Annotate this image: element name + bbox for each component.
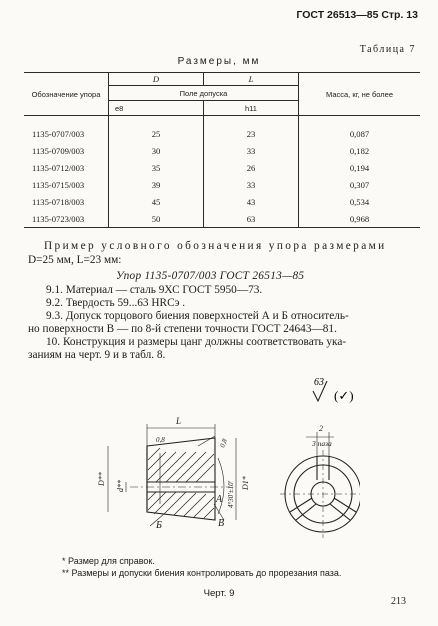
cell-d: 50 [109,210,204,228]
cell-d: 39 [109,176,204,193]
paragraph-9-2: 9.2. Твердость 59...63 HRCэ . [46,297,186,309]
table-number: Таблица 7 [359,44,416,55]
chamfer-label: 0,8 [156,436,165,444]
cell-mass: 0,307 [299,176,421,193]
cell-l: 63 [204,210,299,228]
example-dimensions: D=25 мм, L=23 мм: [28,254,122,266]
example-designation: Упор 1135-0707/003 ГОСТ 26513—85 [116,270,305,282]
cell-l: 26 [204,159,299,176]
surface-b-label: Б [156,520,162,531]
table-row [24,176,420,193]
cell-l: 33 [204,176,299,193]
cell-l: 43 [204,193,299,210]
angle-label: 4°30'±10' [227,480,235,508]
slot-width-label: 2 [319,424,323,433]
col-header-mass: Масса, кг, не более [299,73,421,116]
cell-designation: 1135-0718/003 [24,193,109,210]
table-row [24,159,420,176]
cell-mass: 0,087 [299,116,421,143]
dimensions-table [24,72,420,228]
footnote-1: * Размер для справок. [62,556,155,566]
table-caption: Размеры, мм [177,56,261,67]
cell-mass: 0,534 [299,193,421,210]
example-heading: Пример условного обозначения упора размерами [44,240,387,252]
cell-designation: 1135-0712/003 [24,159,109,176]
cell-l: 23 [204,116,299,143]
cell-d: 30 [109,142,204,159]
col-header-tolerance: Поле допуска [109,86,299,101]
dim-d1-label: D1* [241,476,250,490]
table-row [24,193,420,210]
figure-caption: Черт. 9 [203,588,235,599]
cell-d: 45 [109,193,204,210]
slots-label: 3 паза [312,439,332,448]
col-header-designation: Обозначение упора [24,73,109,116]
cell-designation: 1135-0715/003 [24,176,109,193]
chamfer2-label: 0,8 [218,437,229,449]
cell-designation: 1135-0723/003 [24,210,109,228]
col-header-l-tol: h11 [204,101,299,116]
cell-mass: 0,194 [299,159,421,176]
table-row [24,116,420,143]
running-header: ГОСТ 26513—85 Стр. 13 [296,9,418,21]
section-hatching [148,448,214,518]
table-row [24,142,420,159]
surface-v-label: В [218,518,225,529]
cell-mass: 0,968 [299,210,421,228]
dim-l-label: L [176,416,182,426]
drawing-fig-9 [90,408,360,548]
col-header-d: D [109,73,204,86]
dim-d-inner-label: d** [116,480,125,492]
cell-mass: 0,182 [299,142,421,159]
footnote-2: ** Размеры и допуски биения контролировать до прорезания паза. [62,568,342,578]
col-header-l: L [204,73,299,86]
paragraph-9-3: 9.3. Допуск торцового биения поверхностей А и Б относитель- [46,310,349,322]
roughness-value: 63 [314,377,324,388]
table-row [24,210,420,228]
cell-d: 25 [109,116,204,143]
page-number: 213 [391,596,406,607]
paragraph-10: 10. Конструкция и размеры цанг должны соответствовать ука- [46,336,347,348]
col-header-d-tol: e8 [109,101,204,116]
cell-designation: 1135-0709/003 [24,142,109,159]
paragraph-9-3-cont: но поверхности В — по 8-й степени точности ГОСТ 24643—81. [28,323,337,335]
dim-d-outer-label: D** [97,472,106,486]
cell-l: 33 [204,142,299,159]
roughness-symbol [312,375,364,407]
cell-designation: 1135-0707/003 [24,116,109,143]
paragraph-10-cont: заниям на черт. 9 и в табл. 8. [28,349,166,361]
cell-d: 35 [109,159,204,176]
paragraph-9-1: 9.1. Материал — сталь 9ХС ГОСТ 5950—73. [46,284,263,296]
roughness-paren: (✓) [334,388,354,403]
surface-a-label: А [216,494,223,505]
